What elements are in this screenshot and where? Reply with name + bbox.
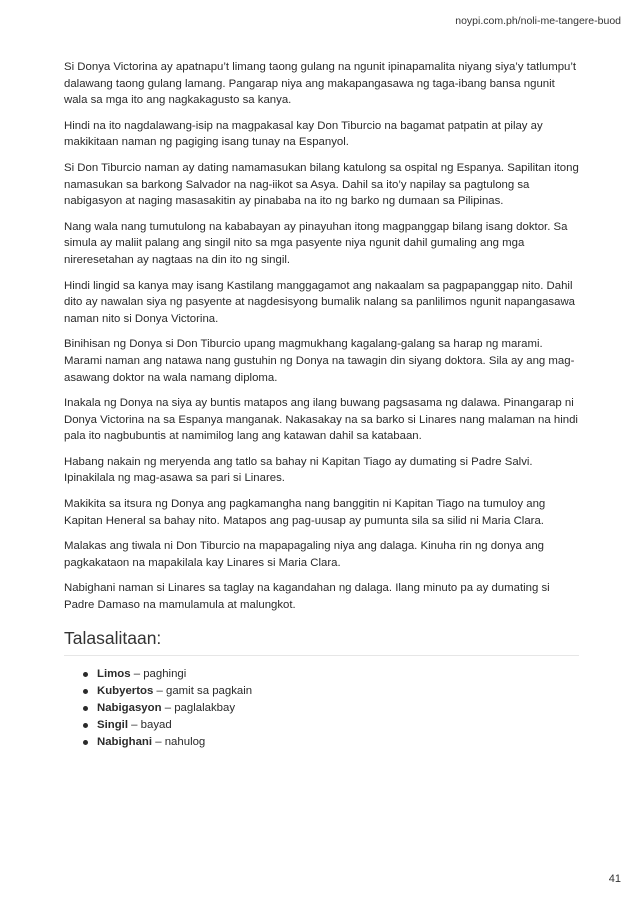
paragraph: Hindi na ito nagdalawang-isip na magpakasal kay Don Tiburcio na bagamat patpatin at pilay ay makikitaan naman ng pagiging isang tunay na Espanyol.: [64, 119, 543, 149]
source-url: noypi.com.ph/noli-me-tangere-buod: [455, 15, 621, 27]
vocabulary-list: [64, 666, 579, 751]
paragraph: Inakala ng Donya na siya ay buntis matapos ang ilang buwang pagsasama ng dalawa. Pinangarap ni Donya Victorina na sa Espanya manganak. Nakasakay na sa barko si Linares nang malaman na hindi pala ito nagbubuntis at namimilog lang ang katawan dahil sa katabaan.: [64, 397, 578, 443]
paragraph: Nabighani naman si Linares sa taglay na kagandahan ng dalaga. Ilang minuto pa ay dumating si Padre Damaso na mamulamula at malungkot.: [64, 582, 550, 612]
vocabulary-term: Nabighani: [97, 735, 153, 748]
paragraph: Nang wala nang tumutulong na kababayan ay pinayuhan itong magpanggap bilang isang doktor. Sa simula ay maliit palang ang singil nito sa mga pasyente niya ngunit dahil gumaling ang mga nireresetahan ay nagtaas na din ito ng singil.: [64, 220, 568, 266]
paragraph: Habang nakain ng meryenda ang tatlo sa bahay ni Kapitan Tiago ay dumating si Padre Salvi. Ipinakilala ng mag-asawa sa pari si Linares.: [64, 455, 533, 485]
vocabulary-term: Nabigasyon: [97, 701, 162, 714]
page-content: [64, 59, 579, 751]
paragraph: Si Don Tiburcio naman ay dating namamasukan bilang katulong sa ospital ng Espanya. Sapilitan itong namasukan sa barkong Salvador na nag-iikot sa Asya. Dahil sa ito’y napilay sa pagtulong sa nabigasyon at naging masasakitin ay pinababa na ito ng barko ng dumaan sa Pilipinas.: [64, 161, 579, 208]
vocabulary-definition: – gamit sa pagkain: [153, 684, 253, 697]
vocabulary-term: Limos: [97, 667, 131, 680]
vocabulary-heading: Talasalitaan:: [64, 628, 579, 656]
vocabulary-definition: – nahulog: [152, 735, 206, 748]
vocabulary-item: [83, 734, 579, 751]
page-number: 41: [608, 873, 621, 885]
vocabulary-term: Singil: [97, 718, 129, 731]
vocabulary-item: [83, 666, 579, 683]
paragraph: Malakas ang tiwala ni Don Tiburcio na mapapagaling niya ang dalaga. Kinuha rin ng donya ang pagkakataon na mapakilala kay Linares si Maria Clara.: [64, 540, 544, 569]
paragraph: Binihisan ng Donya si Don Tiburcio upang magmukhang kagalang-galang sa harap ng marami. Marami naman ang natawa nang gustuhin ng Donya na tawagin din siyang doktora. Sila ay ang mag-asawang doktor na wala namang diploma.: [64, 338, 575, 384]
vocabulary-definition: – paghingi: [130, 667, 187, 680]
vocabulary-definition: – paglalakbay: [161, 701, 236, 714]
paragraph: Makikita sa itsura ng Donya ang pagkamangha nang banggitin ni Kapitan Tiago na tumuloy ang Kapitan Heneral sa bahay nito. Matapos ang pag-uusap ay pumunta sila sa silid ni Maria Clara.: [64, 498, 546, 527]
paragraph: Hindi lingid sa kanya may isang Kastilang manggagamot ang nakaalam sa pagpapanggap nito. Dahil dito ay nawalan siya ng pasyente at nagdesisyong bumalik nalang sa panlilimos ngunit napangasawa naman nito si Donya Victorina.: [64, 279, 576, 325]
vocabulary-item: [83, 717, 579, 734]
vocabulary-term: Kubyertos: [97, 684, 154, 697]
paragraph: Si Donya Victorina ay apatnapu’t limang taong gulang na ngunit ipinapamalita niyang siya’y tatlumpu’t dalawang taong gulang lamang. Pangarap niya ang makapangasawa ng taga-ibang bansa ngunit wala sa mga ito ang nagkakagusto sa kanya.: [64, 61, 577, 107]
vocabulary-item: [83, 700, 579, 717]
vocabulary-definition: – bayad: [128, 718, 172, 731]
vocabulary-item: [83, 683, 579, 700]
